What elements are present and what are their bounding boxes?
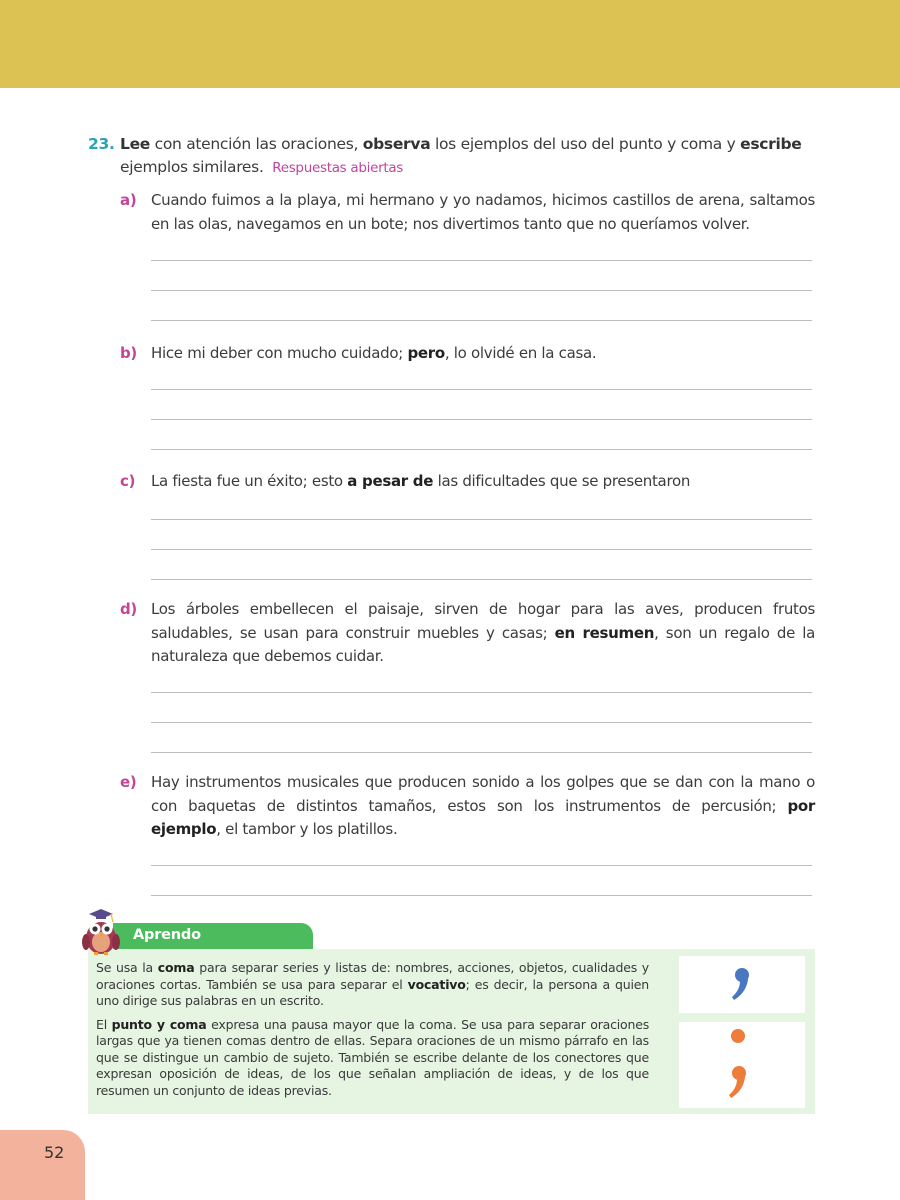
item-sentence: Los árboles embellecen el paisaje, sirven de hogar para las aves, producen frutos saludables, se usan para construir muebles y casas; en resumen, son un regalo de la naturaleza que debemos cuidar. xyxy=(151,600,815,665)
exercise-number: 23. xyxy=(88,135,115,153)
item-a xyxy=(120,189,815,236)
answer-line[interactable] xyxy=(151,389,812,390)
item-sentence: Cuando fuimos a la playa, mi hermano y yo nadamos, hicimos castillos de arena, saltamos en las olas, navegamos en un bote; nos divertimos tanto que no queríamos volver. xyxy=(151,191,815,233)
answer-line[interactable] xyxy=(151,320,812,321)
answer-note: Respuestas abiertas xyxy=(272,160,404,176)
answer-line[interactable] xyxy=(151,449,812,450)
page-number-tab xyxy=(0,1130,85,1200)
item-sentence: Hay instrumentos musicales que producen sonido a los golpes que se dan con la mano o con baquetas de distintos tamaños, estos son los instrumentos de percusión; por ejemplo, el tambor y los platillos. xyxy=(151,773,815,838)
item-sentence: Hice mi deber con mucho cuidado; pero, lo olvidé en la casa. xyxy=(151,344,597,362)
item-letter: d) xyxy=(120,600,137,618)
answer-line[interactable] xyxy=(151,752,812,753)
answer-line[interactable] xyxy=(151,895,812,896)
answer-line[interactable] xyxy=(151,722,812,723)
item-e xyxy=(120,771,815,842)
answer-line[interactable] xyxy=(151,549,812,550)
item-letter: e) xyxy=(120,773,137,791)
top-color-band xyxy=(0,0,900,88)
page-number: 52 xyxy=(44,1143,65,1162)
answer-line[interactable] xyxy=(151,519,812,520)
answer-line[interactable] xyxy=(151,419,812,420)
item-letter: a) xyxy=(120,191,137,209)
exercise-instruction: Lee con atención las oraciones, observa los ejemplos del uso del punto y coma y escribe ejemplos similares. Respuestas abiertas xyxy=(120,135,802,176)
item-b xyxy=(120,342,815,366)
aprendo-paragraph-punto-y-coma: El punto y coma expresa una pausa mayor que la coma. Se usa para separar oraciones largas que ya tienen comas dentro de ellas. Separa oraciones de un mismo párrafo en las que se distingue un cambio de sujeto. También se escribe delante de los conectores que expresan oposición de ideas, de los que señalan ampliación de ideas, y de los que resumen un conjunto de ideas previas. xyxy=(96,1016,650,1098)
answer-line[interactable] xyxy=(151,290,812,291)
item-c xyxy=(120,470,815,494)
item-sentence: La fiesta fue un éxito; esto a pesar de las dificultades que se presentaron xyxy=(151,472,691,490)
aprendo-title: Aprendo xyxy=(133,927,201,943)
item-d xyxy=(120,598,815,669)
answer-line[interactable] xyxy=(151,579,812,580)
answer-line[interactable] xyxy=(151,865,812,866)
aprendo-paragraph-coma: Se usa la coma para separar series y listas de: nombres, acciones, objetos, cualidades y oraciones cortas. También se usa para separar el vocativo; es decir, la persona a quien uno dirige sus palabras en un escrito. xyxy=(96,960,649,1008)
semicolon-icon xyxy=(679,1022,805,1108)
answer-line[interactable] xyxy=(151,692,812,693)
comma-panel xyxy=(679,956,805,1013)
semicolon-panel xyxy=(679,1022,805,1108)
owl-graduate-icon xyxy=(76,907,126,957)
aprendo-text xyxy=(96,960,649,1106)
comma-icon xyxy=(679,956,805,1013)
exercise-23 xyxy=(88,133,818,180)
item-letter: b) xyxy=(120,344,137,362)
item-letter: c) xyxy=(120,472,136,490)
answer-line[interactable] xyxy=(151,260,812,261)
